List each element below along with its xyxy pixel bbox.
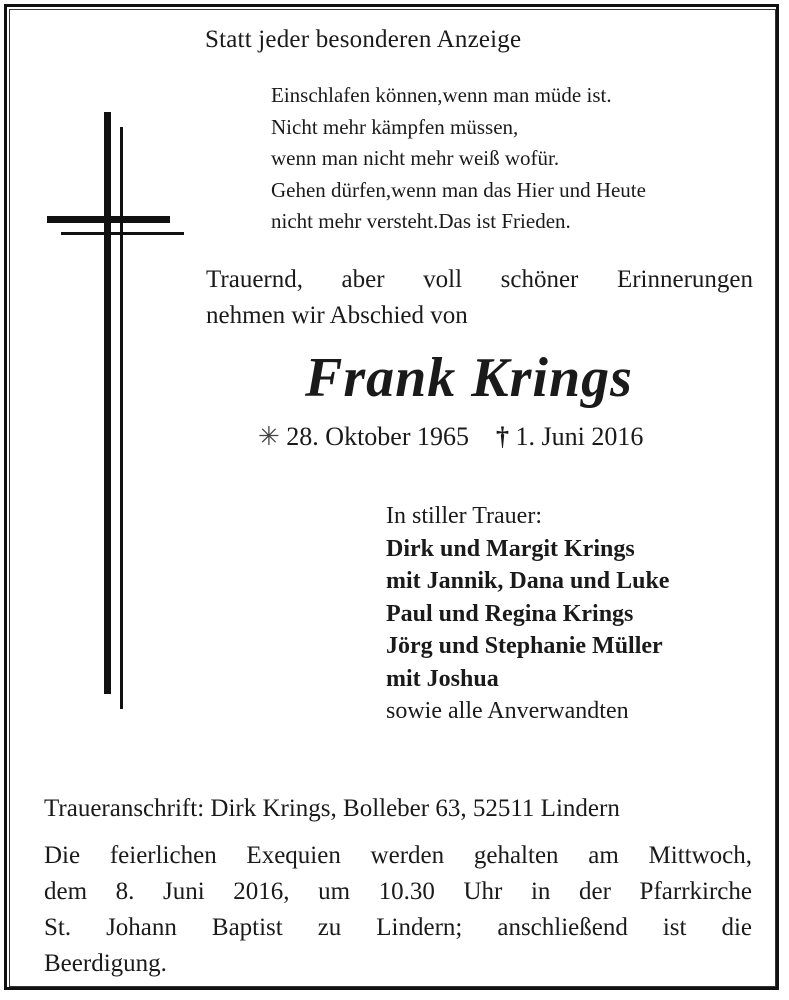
service-line: St. Johann Baptist zu Lindern; anschließend ist die xyxy=(44,914,752,941)
poem-line: nicht mehr versteht.Das ist Frieden. xyxy=(271,209,571,233)
service-line: Die feierlichen Exequien werden gehalten am Mittwoch, xyxy=(44,842,752,869)
birth-star-icon: ✳ xyxy=(258,422,280,451)
mourners-intro: In stiller Trauer: xyxy=(386,503,542,529)
cross-horizontal-thin xyxy=(61,232,184,235)
poem-line: wenn man nicht mehr weiß wofür. xyxy=(271,146,560,170)
mourners-block xyxy=(386,500,669,728)
poem-line: Gehen dürfen,wenn man das Hier und Heute xyxy=(271,177,646,202)
intro-line-2: nehmen wir Abschied von xyxy=(206,302,468,329)
service-line: Beerdigung. xyxy=(44,950,167,977)
mourner-line: Paul und Regina Krings xyxy=(386,600,634,627)
mourner-line: Jörg und Stephanie Müller xyxy=(386,633,663,659)
deceased-name: Frank Krings xyxy=(305,347,633,409)
mourner-line: mit Joshua xyxy=(386,665,499,692)
death-date: 1. Juni 2016 xyxy=(515,422,644,451)
service-line: dem 8. Juni 2016, um 10.30 Uhr in der Pfarrkirche xyxy=(44,878,752,905)
poem xyxy=(271,80,646,238)
mourner-line: mit Jannik, Dana und Luke xyxy=(386,568,670,594)
death-cross-icon: † xyxy=(496,422,509,451)
cross-vertical-bold xyxy=(104,112,111,694)
mourning-address: Traueranschrift: Dirk Krings, Bolleber 63, 52511 Lindern xyxy=(44,795,620,822)
cross-vertical-thin xyxy=(120,127,123,709)
mourners-closing: sowie alle Anverwandten xyxy=(386,698,629,724)
header-notice: Statt jeder besonderen Anzeige xyxy=(205,26,522,53)
life-dates xyxy=(258,422,643,452)
mourner-line: Dirk und Margit Krings xyxy=(386,535,635,562)
intro-line-1: Trauernd, aber voll schöner Erinnerungen xyxy=(206,266,753,293)
birth-date: 28. Oktober 1965 xyxy=(286,422,469,451)
poem-line: Nicht mehr kämpfen müssen, xyxy=(271,114,519,139)
poem-line: Einschlafen können,wenn man müde ist. xyxy=(271,83,612,107)
cross-horizontal-bold xyxy=(47,216,170,223)
funeral-service-info xyxy=(44,838,752,982)
